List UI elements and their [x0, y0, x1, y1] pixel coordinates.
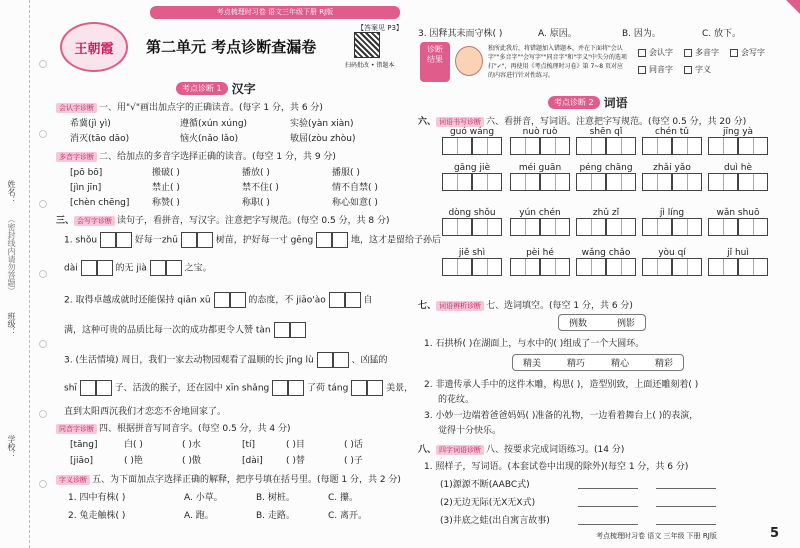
binding-strip: [0, 0, 30, 548]
q8-item2: (2)无边无际(无X无X式): [440, 498, 536, 508]
school-label: 学校：: [7, 435, 16, 459]
writing-box[interactable]: [472, 258, 502, 276]
q2-row1: [pō bō] 搬破( ) 播放( ) 播服( ): [70, 168, 360, 178]
writing-box[interactable]: [738, 137, 768, 155]
q4-row2: [jiāo] ( )艳 ( )傲 [dài] ( )替 ( )子: [70, 456, 363, 466]
writing-box[interactable]: [642, 173, 672, 191]
writing-box[interactable]: [672, 258, 702, 276]
pinyin-item: [700, 208, 776, 236]
q2-prompt: 多音字诊断 二、给加点的多音字选择正确的读音。(每空 1 分，共 9 分): [56, 149, 336, 162]
hole: [39, 270, 47, 278]
writing-box[interactable]: [442, 137, 472, 155]
q6-prompt: 六、 词语书写诊断 六、看拼音，写词语。注意把字写规范。(每空 0.5 分，共 20 分): [418, 117, 747, 127]
section-badge: 考点诊断 2: [548, 96, 600, 109]
writing-box[interactable]: [738, 258, 768, 276]
unit-title: 第二单元 考点诊断查漏卷: [146, 38, 317, 56]
name-label: 姓名：: [7, 180, 16, 204]
hole: [39, 130, 47, 138]
pinyin-label: yòu qí: [658, 248, 686, 258]
q7-sentence3b: 觉得十分快乐。: [438, 426, 502, 436]
pinyin-item: [700, 127, 776, 155]
writing-box[interactable]: [708, 137, 738, 155]
q5-item3: 3. 因释其耒而守株( ) A. 原因。 B. 因为。 C. 放下。: [418, 29, 742, 39]
q7-sentence2a: 2. 非遗传承人手中的这件木雕，构思( )，造型别致，上面还雕刻着( ): [424, 380, 699, 390]
writing-box[interactable]: [708, 218, 738, 236]
pinyin-item: [434, 208, 510, 236]
q8-item1: (1)源源不断(AABC式): [440, 480, 530, 490]
seal-warning: （密封线内请勿答题）: [7, 215, 16, 295]
check-tongyinzi[interactable]: 同音字: [638, 64, 673, 75]
writing-box[interactable]: [606, 137, 636, 155]
writing-box[interactable]: [472, 137, 502, 155]
pinyin-label: yún chén: [519, 208, 561, 218]
qr-code-icon[interactable]: [354, 32, 380, 58]
q1-prompt: 会认字诊断 一、用"√"画出加点字的正确读音。(每字 1 分，共 6 分): [56, 100, 323, 113]
writing-box[interactable]: [606, 218, 636, 236]
pinyin-label: méi guān: [518, 163, 562, 173]
pinyin-item: [502, 248, 578, 276]
page-number: 5: [770, 526, 780, 541]
pinyin-item: [502, 208, 578, 236]
writing-box[interactable]: [510, 137, 540, 155]
q3-sentence1-line2: dài 的无 jià 之宝。: [64, 260, 212, 276]
writing-box[interactable]: [576, 137, 606, 155]
writing-box[interactable]: [642, 258, 672, 276]
answer-line[interactable]: [578, 524, 638, 525]
writing-box[interactable]: [510, 173, 540, 191]
answer-reference: 【答案见 P3】: [357, 24, 403, 32]
writing-box[interactable]: [672, 137, 702, 155]
pinyin-item: [502, 127, 578, 155]
writing-box[interactable]: [738, 173, 768, 191]
q3-sentence1-line1: 1. shǒu 好每一zhū 树苗，护好每一寸 gēng 地，这才是留给子孙后: [64, 232, 441, 248]
writing-box[interactable]: [540, 258, 570, 276]
writing-box[interactable]: [708, 173, 738, 191]
writing-box[interactable]: [442, 258, 472, 276]
diagnosis-note: 独所此我后，将错题加入错题本，并在下面将"会认字""多音字""会写字""同音字"和"字义"中失分的选项打"✓"，再使用《考点梳理时习卷》第 7~8 页对应的内容进行针对性练习。: [488, 45, 627, 79]
writing-box[interactable]: [442, 218, 472, 236]
q8-item3: (3)井底之蛙(出自寓言故事): [440, 516, 550, 526]
pinyin-item: [502, 163, 578, 191]
writing-box[interactable]: [576, 258, 606, 276]
pinyin-label: jīng yà: [722, 127, 754, 137]
pinyin-label: wǎng chǎo: [581, 248, 631, 258]
section-heading-1: [176, 80, 256, 97]
q8-prompt: 八、 四字词语诊断 八、按要求完成词语练习。(14 分): [418, 445, 625, 455]
check-huirenzi[interactable]: 会认字: [638, 47, 673, 58]
hole: [39, 60, 47, 68]
writing-box[interactable]: [540, 218, 570, 236]
pinyin-item: [568, 127, 644, 155]
q7-sentence2b: 的花纹。: [438, 395, 475, 405]
footer-text: 考点梳理时习卷 语文 三年级 下册 RJ版: [596, 532, 717, 540]
check-ziyi[interactable]: 字义: [684, 64, 711, 75]
class-label: 班级：: [7, 312, 16, 336]
writing-box[interactable]: [672, 173, 702, 191]
top-banner: 考点梳理时习卷 语文三年级下册 RJ版: [150, 6, 400, 19]
pinyin-item: [634, 127, 710, 155]
pinyin-label: chén tǔ: [655, 127, 689, 137]
q8-subprompt: 1. 照样子，写词语。(本套试卷中出现的除外)(每空 1 分，共 6 分): [424, 462, 689, 472]
q7-sentence3a: 3. 小妙一边端着爸爸妈妈( )准备的礼物，一边看着舞台上( )的表演，: [424, 411, 699, 421]
section-title: 汉字: [231, 82, 256, 96]
q5-prompt: 字义诊断 五、为下面加点字选择正确的解释，把序号填在括号里。(每题 1 分，共 2 分): [56, 472, 401, 485]
pinyin-item: [568, 248, 644, 276]
pinyin-item: [634, 208, 710, 236]
pinyin-item: [700, 248, 776, 276]
pinyin-label: shēn qǐ: [589, 127, 623, 137]
section-title: 词语: [603, 96, 628, 110]
answer-line[interactable]: [656, 524, 716, 525]
pinyin-item: [568, 163, 644, 191]
pinyin-label: duì hè: [723, 163, 753, 173]
section-heading-2: [548, 94, 628, 111]
pinyin-item: [568, 208, 644, 236]
q5-item1: 1. 四中有株( ) A. 小草。 B. 树桩。 C. 攥。: [68, 493, 359, 503]
answer-line[interactable]: [656, 506, 716, 507]
diagnosis-badge: 诊断 结果: [420, 42, 450, 82]
pinyin-item: [634, 163, 710, 191]
pinyin-label: nuò ruò: [522, 127, 558, 137]
hole: [39, 340, 47, 348]
pinyin-label: guó wáng: [449, 127, 495, 137]
check-duoyinzi[interactable]: 多音字: [684, 47, 719, 58]
hole: [39, 480, 47, 488]
q7-sentence1: 1. 石拱桥( )在湖面上，与水中的( )组成了一个大圆环。: [424, 339, 645, 349]
pinyin-label: jì líng: [659, 208, 685, 218]
q7-prompt: 七、 词语辨析诊断 七、选词填空。(每空 1 分，共 6 分): [418, 301, 633, 311]
writing-box[interactable]: [472, 218, 502, 236]
q3-sentence3-line1: 3. (生活情境) 周日，我们一家去动物园观看了温顺的长 jǐng lù 、凶猛的: [64, 352, 387, 368]
pinyin-label: dòng shǒu: [448, 208, 496, 218]
writing-box[interactable]: [738, 218, 768, 236]
writing-box[interactable]: [606, 173, 636, 191]
q2-row2: [jìn jīn] 禁止( ) 禁不住( ) 情不自禁( ): [70, 183, 378, 193]
pinyin-label: jǐ huì: [727, 248, 749, 258]
hole: [39, 410, 47, 418]
writing-box[interactable]: [442, 173, 472, 191]
writing-box[interactable]: [642, 218, 672, 236]
word-bank-2: 精美 精巧 精心 精彩: [512, 354, 684, 371]
writing-box[interactable]: [642, 137, 672, 155]
q3-sentence2-line2: 满，这种可贵的品质比每一次的成功都更令人赞 tàn: [64, 322, 306, 338]
pinyin-label: jiě shì: [458, 248, 486, 258]
writing-box[interactable]: [576, 218, 606, 236]
answer-line[interactable]: [578, 488, 638, 489]
writing-box[interactable]: [510, 218, 540, 236]
q1-row2: 消灭(tāo dāo) 恼火(nǎo lǎo) 敏屈(zòu zhòu): [70, 134, 356, 144]
writing-box[interactable]: [606, 258, 636, 276]
student-avatar: [455, 46, 483, 76]
q3-sentence2-line1: 2. 取得卓越成就时还能保持 qiān xū 的态度，不 jiāo'ào 自: [64, 292, 373, 308]
answer-line[interactable]: [578, 506, 638, 507]
writing-box[interactable]: [576, 173, 606, 191]
pinyin-label: zhǎi yǎo: [653, 163, 691, 173]
pinyin-label: pèi hé: [526, 248, 554, 258]
writing-box[interactable]: [472, 173, 502, 191]
q4-prompt: 同音字诊断 四、根据拼音写同音字。(每空 0.5 分，共 4 分): [56, 421, 291, 434]
brand-logo: 王朝霞: [60, 22, 128, 72]
section-badge: 考点诊断 1: [176, 82, 228, 95]
answer-line[interactable]: [656, 488, 716, 489]
q1-row1: 希冀(jì yì) 遵循(xún xúng) 实验(yàn xiàn): [70, 119, 354, 129]
pinyin-item: [434, 248, 510, 276]
hole: [39, 200, 47, 208]
pinyin-item: [434, 163, 510, 191]
pinyin-label: gāng jiè: [453, 163, 491, 173]
check-huixiezi[interactable]: 会写字: [730, 47, 765, 58]
pinyin-item: [634, 248, 710, 276]
word-bank-1: 例数 例影: [558, 314, 646, 331]
pinyin-label: wǎn shuō: [716, 208, 760, 218]
pinyin-label: péng chāng: [579, 163, 633, 173]
qr-caption: 扫码批改 • 错题本: [345, 62, 395, 69]
q4-row1: [tāng] 白( ) ( )水 [tí] ( )目 ( )话: [70, 440, 363, 450]
writing-box[interactable]: [540, 173, 570, 191]
pinyin-item: [434, 127, 510, 155]
q3-prompt: 三、 会写字诊断 读句子，看拼音，写汉字。注意把字写规范。(每空 0.5 分，共 8 分): [56, 216, 390, 226]
writing-box[interactable]: [540, 137, 570, 155]
q2-row3: [chèn chēng] 称赞( ) 称职( ) 称心如意( ): [70, 198, 378, 208]
q5-item2: 2. 兔走触株( ) A. 跑。 B. 走路。 C. 离开。: [68, 511, 368, 521]
q3-sentence3-line2: shī 子、活泼的猴子，还在园中 xīn shǎng 了荷 táng 美景，: [64, 380, 413, 396]
writing-box[interactable]: [672, 218, 702, 236]
pinyin-item: [700, 163, 776, 191]
writing-box[interactable]: [708, 258, 738, 276]
writing-box[interactable]: [510, 258, 540, 276]
q3-sentence3-line3: 直到太阳西沉我们才恋恋不舍地回家了。: [64, 407, 227, 417]
pinyin-label: zhǔ zǐ: [592, 208, 620, 218]
punch-holes: [36, 0, 50, 548]
corner-decoration: [786, 0, 800, 14]
